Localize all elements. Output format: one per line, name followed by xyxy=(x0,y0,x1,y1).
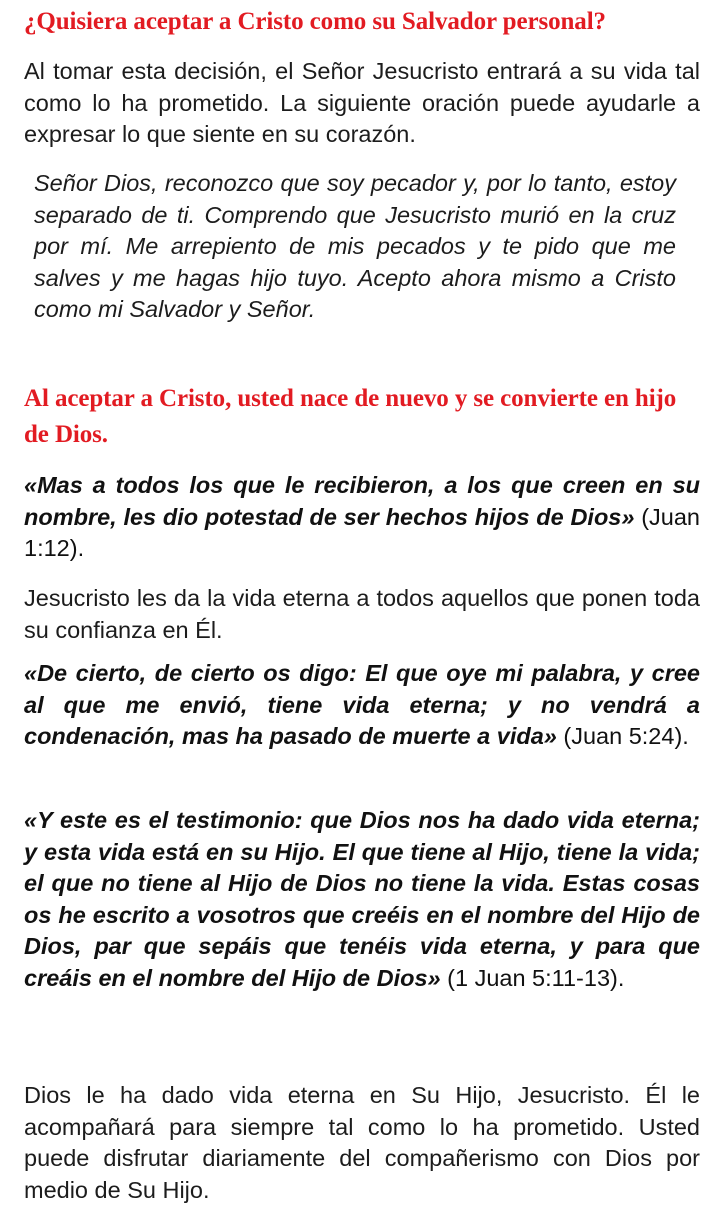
verse-reference: (1 Juan 5:11-13). xyxy=(440,964,625,991)
section-heading: Al aceptar a Cristo, usted nace de nuevo y se convierte en hijo de Dios. xyxy=(24,385,677,448)
verse-quote: «Y este es el testimonio: que Dios nos ha dado vida eterna; y esta vida está en su Hijo. El que tiene al Hijo, tiene la vida; el que no tiene al Hijo de Dios no tiene la vida. Estas cosas os he escrito a vosotros que creéis en el nombre del Hijo de Dios, par que sepáis que tenéis vida eterna, y para que creáis en el nombre del Hijo de Dios» xyxy=(24,807,700,991)
verse-reference: (Juan 1:12). xyxy=(24,503,700,561)
closing-paragraph: Dios le ha dado vida eterna en Su Hijo, Jesucristo. Él le acompañará para siempre tal como lo ha prometido. Usted puede disfrutar diariamente del compañerismo con Dios por medio de Su Hijo. xyxy=(24,1082,700,1203)
eternal-life-paragraph: Jesucristo les da la vida eterna a todos aquellos que ponen toda su confianza en Él. xyxy=(24,585,700,643)
verse-quote: «Mas a todos los que le recibieron, a los que creen en su nombre, les dio potestad de ser hechos hijos de Dios» xyxy=(24,472,700,530)
verse-reference: (Juan 5:24). xyxy=(556,723,689,749)
verse-quote: «De cierto, de cierto os digo: El que oye mi palabra, y cree al que me envió, tiene vida eterna; y no vendrá a condenación, mas ha pasado de muerte a vida» xyxy=(24,660,700,749)
scripture-quote-juan-1-12 xyxy=(24,470,700,565)
page-title: ¿Quisiera aceptar a Cristo como su Salvador personal? xyxy=(24,8,606,35)
scripture-quote-1-juan-5-11-13 xyxy=(24,805,700,994)
scripture-quote-juan-5-24 xyxy=(24,658,700,753)
prayer-text: Señor Dios, reconozco que soy pecador y, por lo tanto, estoy separado de ti. Comprendo que Jesucristo murió en la cruz por mí. Me arrepiento de mis pecados y te pido que me salves y me hagas hijo tuyo. Acepto ahora mismo a Cristo como mi Salvador y Señor. xyxy=(34,170,676,322)
intro-paragraph: Al tomar esta decisión, el Señor Jesucristo entrará a su vida tal como lo ha prometido. La siguiente oración puede ayudarle a expresar lo que siente en su corazón. xyxy=(24,58,700,147)
